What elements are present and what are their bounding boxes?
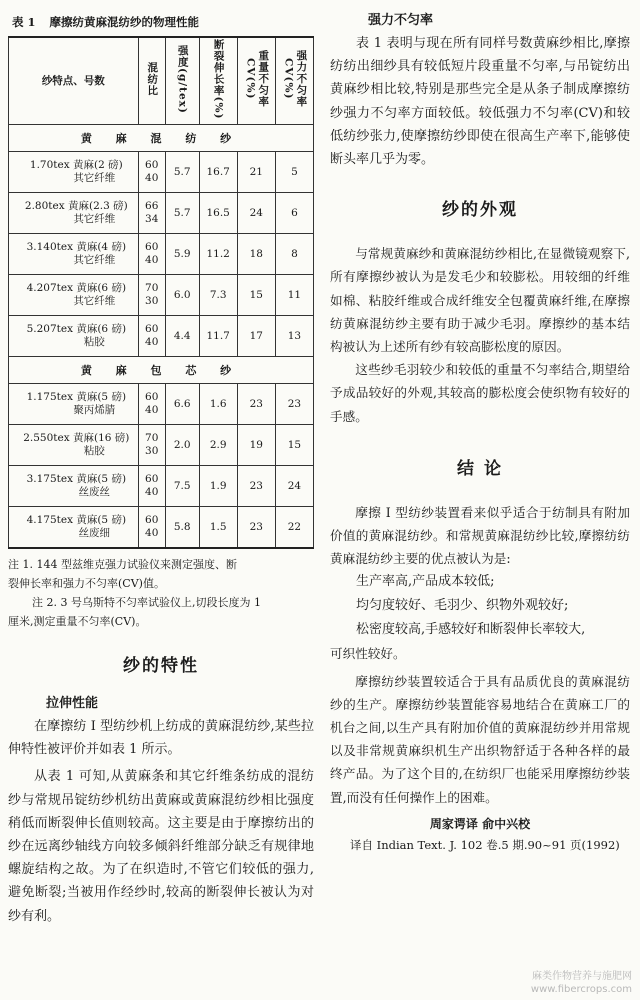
yarn-cell [9, 466, 139, 507]
elongation-cell: 1.6 [199, 384, 237, 425]
yarn-line-1: 1.70tex 黄麻(2 磅) [29, 159, 123, 171]
table-header-row [9, 37, 314, 125]
blend-cell [138, 507, 165, 549]
blend-value-1: 60 [145, 241, 159, 253]
strength-cv-cell: 13 [275, 316, 313, 357]
elongation-cell: 11.7 [199, 316, 237, 357]
yarn-line-1: 2.550tex 黄麻(16 磅) [23, 432, 130, 444]
elongation-cell: 16.5 [199, 193, 237, 234]
table-row [9, 193, 314, 234]
blend-cell [138, 425, 165, 466]
strength-cv-cell: 11 [275, 275, 313, 316]
blend-value-1: 60 [145, 323, 159, 335]
section-title-appearance: 纱的外观 [442, 200, 518, 221]
source-citation: 译自 Indian Text. J. 102 卷.5 期.90~91 页(1992) [350, 837, 620, 852]
section-title-conclusion: 结 论 [457, 458, 503, 479]
table-row [9, 384, 314, 425]
strength-cell: 2.0 [165, 425, 199, 466]
paragraph-conclusion-2: 摩擦纺纱装置较适合于具有品质优良的黄麻混纺纱的生产。摩擦纺纱装置能容易地结合在黄麻工厂的机台之间,以生产具有附加价值的黄麻混纺纱并用常规以及非常规黄麻织机生产出织物舒适于各种各样的最终产品。为了这个目的,在纺织厂也能采用摩擦纺纱装置,而没有任何操作上的困难。 [330, 673, 630, 805]
blend-value-2: 34 [145, 213, 159, 225]
strength-cv-cell: 5 [275, 152, 313, 193]
elongation-cell: 16.7 [199, 152, 237, 193]
yarn-cell [9, 384, 139, 425]
blend-cell [138, 193, 165, 234]
paragraph-tensile-1: 在摩擦纺 I 型纺纱机上纺成的黄麻混纺纱,某些拉伸特性被评价并如表 1 所示。 [8, 719, 314, 758]
weight-cv-cell: 15 [237, 275, 275, 316]
elongation-cell: 1.5 [199, 507, 237, 549]
group-label: 黄 麻 包 芯 纱 [9, 357, 314, 384]
blend-value-1: 60 [145, 473, 159, 485]
paragraph-tensile-2: 从表 1 可知,从黄麻条和其它纤维条纺成的混纺纱与常规吊锭纺纱机纺出黄麻或黄麻混纺纱相比强度稍低而断裂伸长值则较高。这主要是由于摩擦纺出的纱在远离纱轴线方向较多倾斜纤维部分缺乏有规律地螺旋结构之故。为了在织造时,不管它们较低的强力,避免断裂;当被用作经纱时,较高的断裂伸长被认为对纱有利。 [8, 769, 314, 924]
yarn-line-1: 4.207tex 黄麻(6 磅) [26, 282, 127, 294]
yarn-cell [9, 507, 139, 549]
yarn-line-2: 粘胶 [83, 336, 105, 348]
weight-cv-cell: 18 [237, 234, 275, 275]
blend-cell [138, 466, 165, 507]
yarn-line-1: 3.175tex 黄麻(5 磅) [26, 473, 127, 485]
yarn-line-2: 其它纤维 [73, 172, 116, 184]
list-item: 松密度较高,手感较好和断裂伸长率较大, [356, 622, 586, 638]
blend-value-1: 70 [145, 432, 159, 444]
table-row [9, 316, 314, 357]
table-row [9, 466, 314, 507]
table-group-row [9, 125, 314, 152]
header-strength-cv: 强力不匀率CV(%) [275, 37, 313, 125]
blend-cell [138, 316, 165, 357]
blend-value-1: 60 [145, 159, 159, 171]
yarn-line-2: 粘胶 [83, 445, 105, 457]
yarn-cell [9, 193, 139, 234]
weight-cv-cell: 21 [237, 152, 275, 193]
table-title: 摩擦纺黄麻混纺纱的物理性能 [49, 15, 200, 29]
weight-cv-cell: 23 [237, 507, 275, 549]
watermark-line-2: www.fibercrops.com [530, 984, 632, 995]
table-row [9, 275, 314, 316]
header-elongation: 断裂伸长率(%) [199, 37, 237, 125]
elongation-cell: 7.3 [199, 275, 237, 316]
group-label: 黄 麻 混 纺 纱 [9, 125, 314, 152]
yarn-cell [9, 316, 139, 357]
blend-cell [138, 384, 165, 425]
header-blend: 混纺比 [138, 37, 165, 125]
yarn-line-2: 其它纤维 [73, 213, 116, 225]
yarn-line-2: 聚丙烯腈 [73, 404, 116, 416]
right-column [330, 0, 630, 855]
strength-cell: 5.7 [165, 193, 199, 234]
elongation-cell: 2.9 [199, 425, 237, 466]
blend-value-1: 60 [145, 391, 159, 403]
strength-cv-cell: 23 [275, 384, 313, 425]
blend-value-2: 40 [145, 336, 159, 348]
table-row [9, 507, 314, 549]
yarn-line-1: 1.175tex 黄麻(5 磅) [26, 391, 127, 403]
yarn-line-2: 其它纤维 [73, 295, 116, 307]
blend-value-2: 40 [145, 404, 159, 416]
paragraph-strength-cv: 表 1 表明与现在所有同样号数黄麻纱相比,摩擦纺纺出细纱具有较低短片段重量不匀率,与吊锭纺出黄麻纱相比较,特别是那些完全是从条子制成摩擦纺纱强力不匀率方面较低。较低强力不匀率(CV)和较低纺纱张力,使摩擦纺纱即使在很高生产率下,能够使断头率几乎为零。 [330, 36, 630, 168]
translator-credit: 周家谔译 俞中兴校 [429, 816, 531, 831]
blend-cell [138, 152, 165, 193]
paragraph-appearance-1: 与常规黄麻纱和黄麻混纺纱相比,在显微镜观察下,所有摩擦纱被认为是发毛少和较膨松。用较细的纤维如棉、粘胶纤维或合成纤维安全包覆黄麻纤维,在摩擦纺黄麻混纺纱主要有助于减少毛羽。摩擦纱的基本结构被认为上述所有纱有较高膨松度的原因。 [330, 246, 630, 355]
strength-cv-cell: 8 [275, 234, 313, 275]
paragraph-conclusion-1: 摩擦 I 型纺纱装置看来似乎适合于纺制具有附加价值的黄麻混纺纱。和常规黄麻混纺纱比较,摩擦纺纺黄麻混纺纱主要的优点被认为是: [330, 504, 630, 567]
yarn-line-2: 丝废丝 [78, 486, 111, 498]
subsection-tensile: 拉伸性能 [46, 696, 99, 711]
strength-cell: 6.0 [165, 275, 199, 316]
weight-cv-cell: 23 [237, 384, 275, 425]
blend-value-2: 40 [145, 486, 159, 498]
yarn-cell [9, 234, 139, 275]
weight-cv-cell: 17 [237, 316, 275, 357]
table-row [9, 152, 314, 193]
blend-cell [138, 234, 165, 275]
blend-value-2: 30 [145, 445, 159, 457]
subsection-strength-cv: 强力不匀率 [368, 13, 434, 28]
elongation-cell: 1.9 [199, 466, 237, 507]
strength-cv-cell: 6 [275, 193, 313, 234]
elongation-cell: 11.2 [199, 234, 237, 275]
list-tail: 可织性较好。 [330, 646, 406, 662]
yarn-line-1: 5.207tex 黄麻(6 磅) [26, 323, 127, 335]
physical-properties-table [8, 36, 314, 549]
note-2-line-2: 厘米,测定重量不匀率(CV)。 [8, 615, 147, 628]
blend-value-1: 70 [145, 282, 159, 294]
strength-cell: 6.6 [165, 384, 199, 425]
strength-cell: 4.4 [165, 316, 199, 357]
yarn-line-1: 2.80tex 黄麻(2.3 磅) [24, 200, 128, 212]
table-row [9, 234, 314, 275]
watermark-line-1: 麻类作物营养与施肥网 [532, 971, 632, 982]
blend-value-1: 66 [145, 200, 159, 212]
strength-cv-cell: 22 [275, 507, 313, 549]
strength-cell: 5.7 [165, 152, 199, 193]
yarn-line-2: 其它纤维 [73, 254, 116, 266]
section-title-yarn-properties: 纱的特性 [123, 656, 199, 676]
list-item: 生产率高,产品成本较低; [356, 574, 495, 590]
table-notes [8, 555, 314, 631]
list-item: 均匀度较好、毛羽少、织物外观较好; [356, 598, 569, 614]
table-body [9, 125, 314, 549]
weight-cv-cell: 19 [237, 425, 275, 466]
paragraph-appearance-2: 这些纱毛羽较少和较低的重量不匀率结合,期望给予成品较好的外观,其较高的膨松度会使织物有较好的手感。 [330, 362, 630, 424]
note-1-line-2: 裂伸长率和强力不匀率(CV)值。 [8, 577, 165, 590]
strength-cell: 7.5 [165, 466, 199, 507]
strength-cv-cell: 15 [275, 425, 313, 466]
header-weight-cv: 重量不匀率CV(%) [237, 37, 275, 125]
blend-value-2: 30 [145, 295, 159, 307]
weight-cv-cell: 24 [237, 193, 275, 234]
yarn-cell [9, 275, 139, 316]
header-strength: 强度(g/tex) [165, 37, 199, 125]
yarn-line-1: 3.140tex 黄麻(4 磅) [26, 241, 127, 253]
blend-value-2: 40 [145, 172, 159, 184]
strength-cv-cell: 24 [275, 466, 313, 507]
strength-cell: 5.8 [165, 507, 199, 549]
left-column [8, 0, 314, 928]
blend-value-2: 40 [145, 527, 159, 539]
table-group-row [9, 357, 314, 384]
yarn-line-2: 丝废细 [78, 527, 111, 539]
note-1-line-1: 注 1. 144 型兹维克强力试验仪来测定强度、断 [8, 558, 237, 571]
watermark [531, 970, 632, 996]
weight-cv-cell: 23 [237, 466, 275, 507]
yarn-cell [9, 425, 139, 466]
note-2-line-1: 注 2. 3 号乌斯特不匀率试验仪上,切段长度为 1 [32, 596, 261, 609]
table-caption [12, 14, 314, 32]
header-yarn: 纱特点、号数 [9, 37, 139, 125]
blend-value-2: 40 [145, 254, 159, 266]
yarn-line-1: 4.175tex 黄麻(5 磅) [26, 514, 127, 526]
yarn-cell [9, 152, 139, 193]
blend-value-1: 60 [145, 514, 159, 526]
table-row [9, 425, 314, 466]
strength-cell: 5.9 [165, 234, 199, 275]
blend-cell [138, 275, 165, 316]
table-number: 表 1 [12, 15, 36, 29]
advantages-list [330, 570, 630, 642]
